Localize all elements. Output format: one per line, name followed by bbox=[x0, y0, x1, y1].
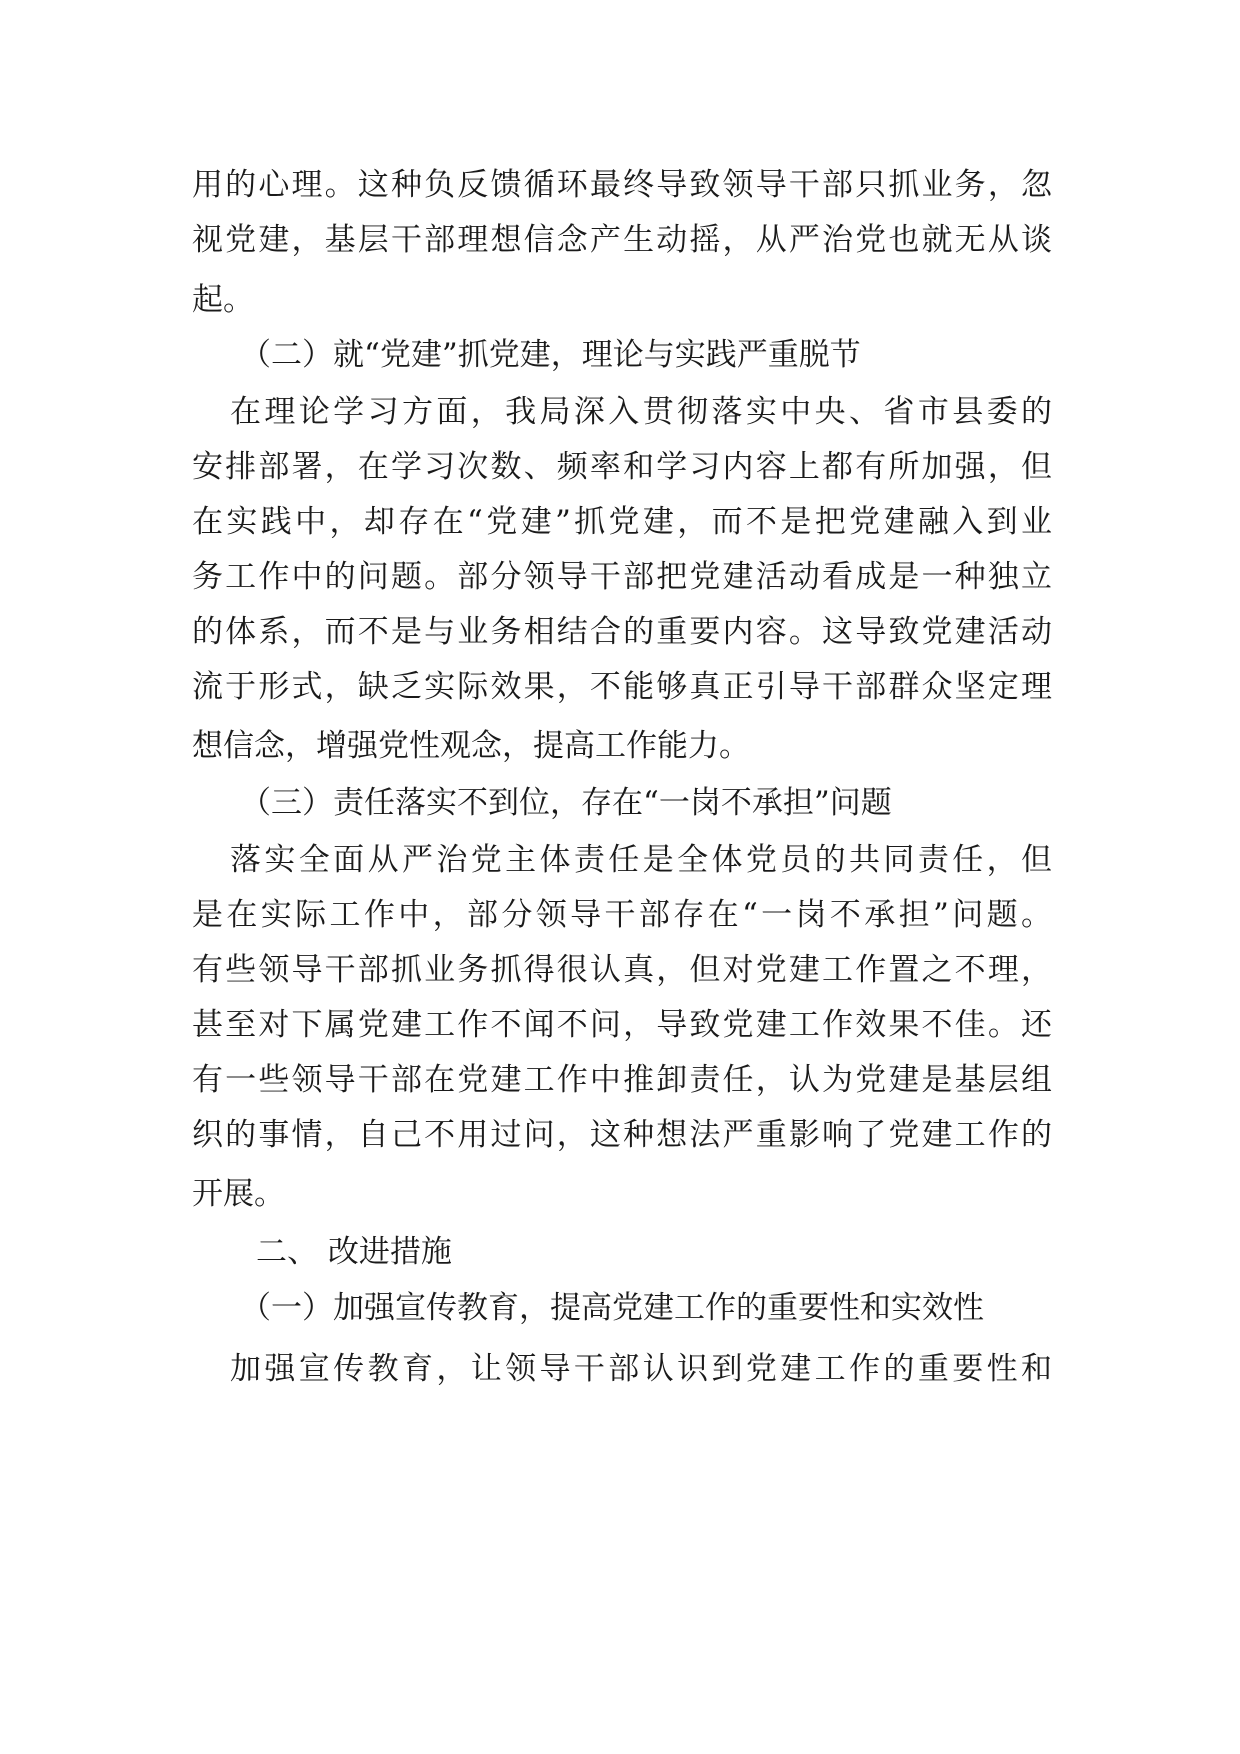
paragraph-line: 甚至对下属党建工作不闻不问，导致党建工作效果不佳。还 bbox=[192, 1007, 1052, 1043]
paragraph-line: 起。 bbox=[192, 282, 254, 318]
paragraph-line: 有一些领导干部在党建工作中推卸责任，认为党建是基层组 bbox=[192, 1062, 1052, 1098]
chapter-heading: 二、 改进措施 bbox=[256, 1234, 452, 1270]
paragraph-line: 流于形式，缺乏实际效果，不能够真正引导干部群众坚定理 bbox=[192, 669, 1052, 705]
paragraph-line: 在理论学习方面，我局深入贯彻落实中央、省市县委的 bbox=[230, 394, 1052, 430]
paragraph-line: 落实全面从严治党主体责任是全体党员的共同责任，但 bbox=[230, 842, 1052, 878]
paragraph-line: 务工作中的问题。部分领导干部把党建活动看成是一种独立 bbox=[192, 559, 1052, 595]
paragraph-line: 想信念，增强党性观念，提高工作能力。 bbox=[192, 728, 750, 764]
paragraph-line: 视党建，基层干部理想信念产生动摇，从严治党也就无从谈 bbox=[192, 222, 1052, 258]
section-heading: （三）责任落实不到位，存在“一岗不承担”问题 bbox=[240, 785, 892, 821]
paragraph-line: 的体系，而不是与业务相结合的重要内容。这导致党建活动 bbox=[192, 614, 1052, 650]
paragraph-line: 加强宣传教育，让领导干部认识到党建工作的重要性和 bbox=[230, 1351, 1052, 1387]
section-heading: （一）加强宣传教育，提高党建工作的重要性和实效性 bbox=[240, 1290, 984, 1326]
section-heading: （二）就“党建”抓党建，理论与实践严重脱节 bbox=[240, 337, 861, 373]
paragraph-line: 是在实际工作中，部分领导干部存在“一岗不承担”问题。 bbox=[192, 897, 1052, 933]
paragraph-line: 安排部署，在学习次数、频率和学习内容上都有所加强，但 bbox=[192, 449, 1052, 485]
paragraph-line: 在实践中，却存在“党建”抓党建，而不是把党建融入到业 bbox=[192, 504, 1052, 540]
paragraph-line: 有些领导干部抓业务抓得很认真，但对党建工作置之不理， bbox=[192, 952, 1052, 988]
paragraph-line: 开展。 bbox=[192, 1176, 285, 1212]
paragraph-line: 用的心理。这种负反馈循环最终导致领导干部只抓业务，忽 bbox=[192, 167, 1052, 203]
paragraph-line: 织的事情，自己不用过问，这种想法严重影响了党建工作的 bbox=[192, 1117, 1052, 1153]
